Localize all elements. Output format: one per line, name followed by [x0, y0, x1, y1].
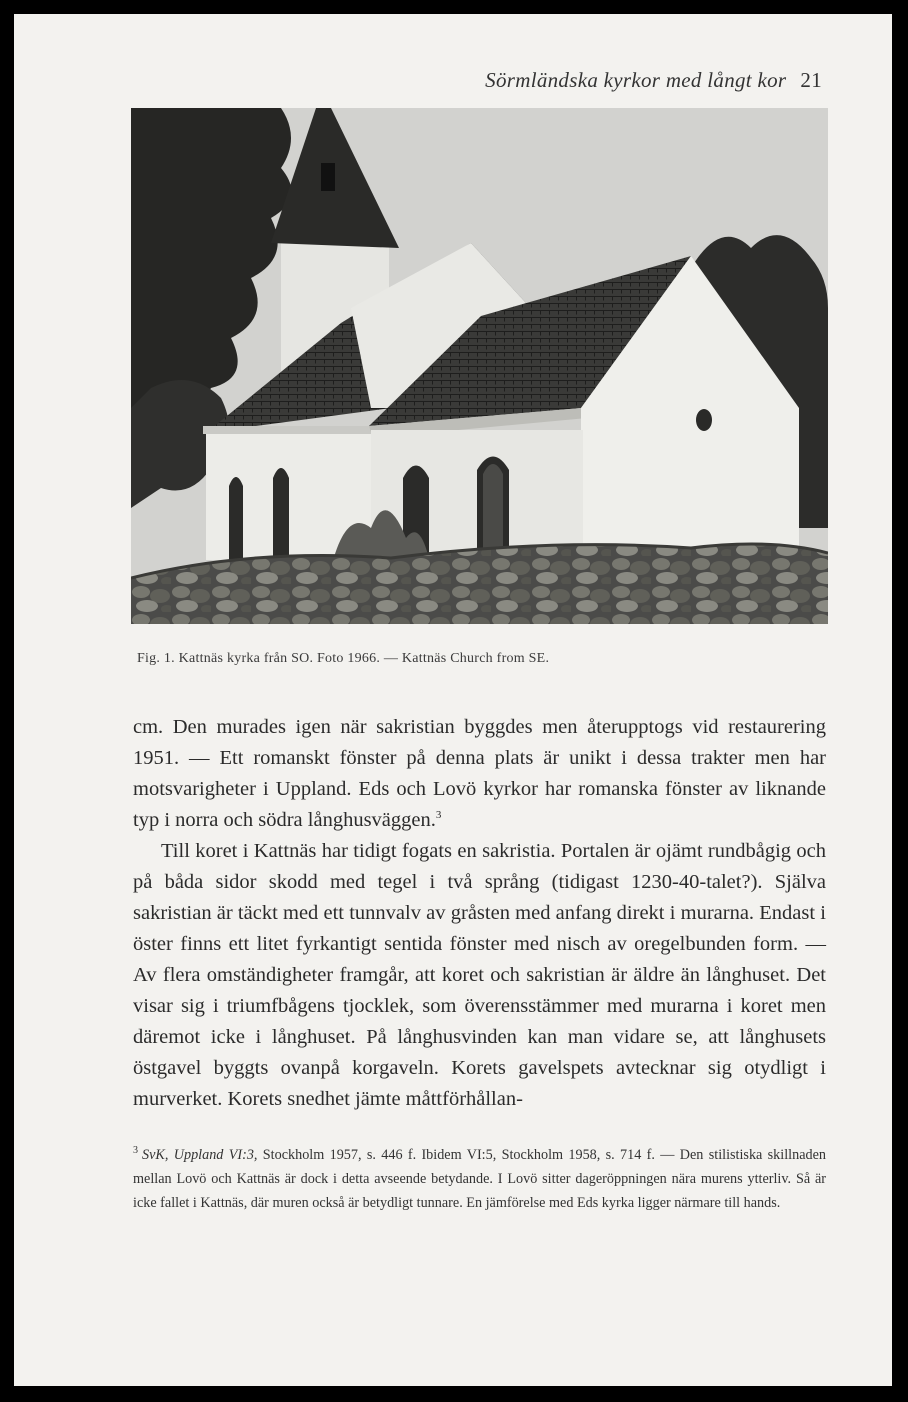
running-title: Sörmländska kyrkor med långt kor [485, 68, 787, 92]
church-photo-illustration [131, 108, 828, 624]
footnote [133, 1143, 826, 1215]
paragraph [133, 712, 826, 836]
footnote-ref: 3 [435, 809, 442, 822]
page-number: 21 [800, 68, 822, 92]
figure-caption: Fig. 1. Kattnäs kyrka från SO. Foto 1966. — Kattnäs Church from SE. [137, 651, 550, 666]
body-text [133, 712, 826, 1115]
running-head [14, 68, 892, 93]
paragraph-text: cm. Den murades igen när sakristian byggdes men återupptogs vid restaurering 1951. — Ett romanskt fönster på denna plats är unikt i dessa trakter men har motsvarigheter i Uppland. Eds och Lovö kyrkor har romanska fönster av liknande typ i norra och södra långhusväggen. [133, 716, 826, 831]
footnote-mark: 3 [133, 1145, 138, 1157]
footnote-text: Stockholm 1957, s. 446 f. Ibidem VI:5, Stockholm 1958, s. 714 f. — Den stilistiska skillnaden mellan Lovö och Kattnäs är dock i detta avseende betydande. I Lovö sitter dageröppningen nära murens ytterliv. Så är icke fallet i Kattnäs, där muren också är betydligt tunnare. En jämförelse med Eds kyrka ligger närmare till hands. [133, 1147, 826, 1211]
church-photograph [131, 108, 828, 624]
footnote-reference: SvK, Uppland VI:3, [142, 1147, 258, 1163]
paragraph: Till koret i Kattnäs har tidigt fogats en sakristia. Portalen är ojämt rundbågig och på båda sidor skodd med tegel i två språng (tidigast 1230-40-talet?). Själva sakristian är täckt med ett tunnvalv av gråsten med anfang direkt i murarna. Endast i öster finns ett litet fyrkantigt sentida fönster med nisch av oregelbunden form. — Av flera omständigheter framgår, att koret och sakristian är äldre än långhuset. Det visar sig i triumfbågens tjocklek, som överensstämmer med murarna i koret men däremot icke i långhuset. På långhusvinden kan man vidare se, att långhusets östgavel byggts ovanpå korgaveln. Korets gavelspets avtecknar sig otydligt i murverket. Korets snedhet jämte måttförhållan- [133, 840, 826, 1110]
book-page [14, 14, 892, 1386]
